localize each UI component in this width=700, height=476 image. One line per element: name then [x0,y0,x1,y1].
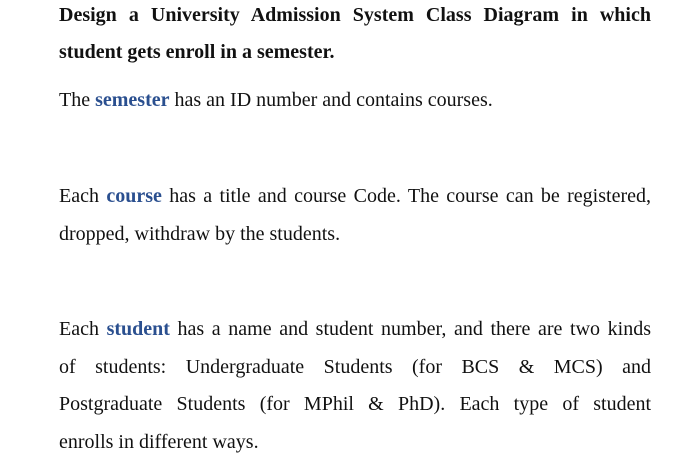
paragraph-course-line-2: dropped, withdraw by the students. [59,223,341,245]
paragraph-course-line-1 [59,182,651,210]
keyword-course: course [106,185,162,207]
paragraph-student-line-1 [59,315,651,343]
course-text-post: has a title and course Code. The course can be registered, [161,185,651,207]
course-text-pre: Each [59,185,107,207]
paragraph-student-line-3: Postgraduate Students (for MPhil & PhD). Each type of student [59,393,651,415]
heading-line-2: student gets enroll in a semester. [59,41,335,63]
semester-text-pre: The [59,89,96,111]
paragraph-semester [59,86,651,114]
student-text-post: has a name and student number, and there are two kinds [169,318,651,340]
paragraph-student-line-2: of students: Undergraduate Students (for BCS & MCS) and [59,356,651,378]
student-text-pre: Each [59,318,107,340]
heading-line-1: Design a University Admission System Class Diagram in which [59,4,651,26]
keyword-semester: semester [95,89,170,111]
keyword-student: student [106,318,170,340]
semester-text-post: has an ID number and contains courses. [169,89,493,111]
paragraph-student-line-4: enrolls in different ways. [59,431,259,453]
